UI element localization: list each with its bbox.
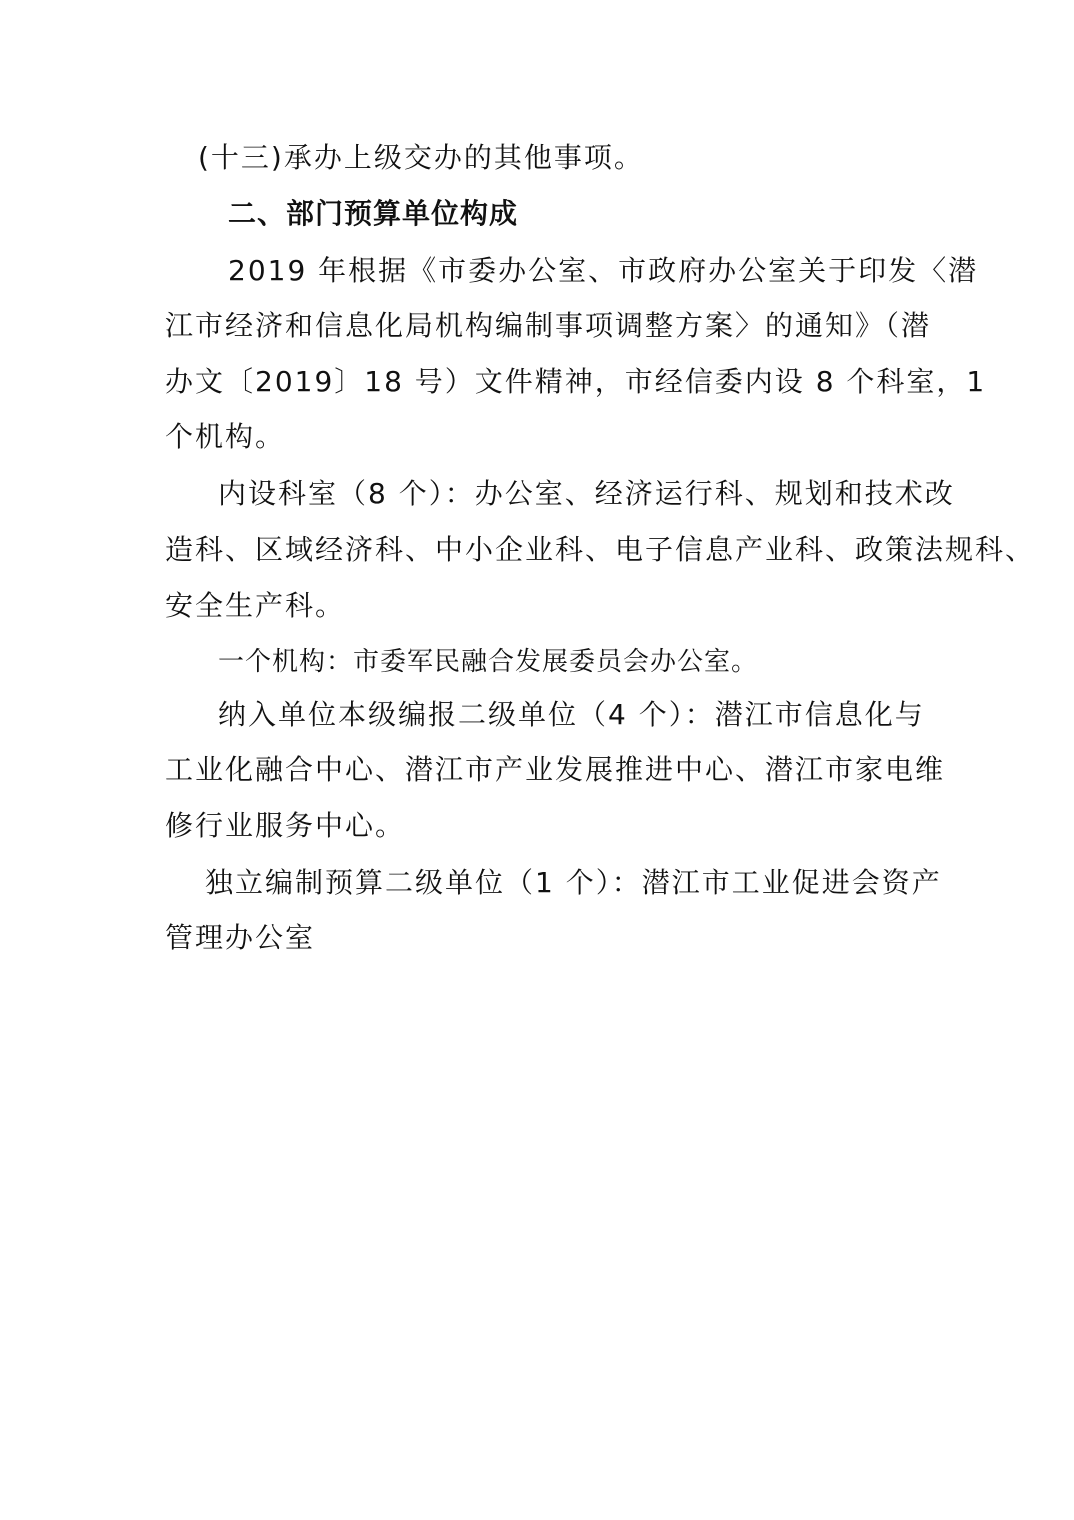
para-offices-line-3: 安全生产科。 — [165, 589, 346, 622]
para-offices-line-2: 造科、区域经济科、中小企业科、电子信息产业科、政策法规科、 — [165, 533, 1036, 566]
para-offices-line-1: 内设科室（8 个）：办公室、经济运行科、规划和技术改 — [218, 477, 955, 510]
para-units-line-1: 纳入单位本级编报二级单位（4 个）：潜江市信息化与 — [218, 698, 925, 731]
para-independent-line-2: 管理办公室 — [165, 921, 316, 954]
para-basis-line-2: 江市经济和信息化局机构编制事项调整方案〉的通知》（潜 — [165, 309, 932, 342]
item-13-text: (十三)承办上级交办的其他事项。 — [198, 141, 644, 174]
section-heading: 二、部门预算单位构成 — [228, 197, 519, 230]
para-agency-text: 一个机构：市委军民融合发展委员会办公室。 — [218, 647, 759, 677]
para-independent-line-1: 独立编制预算二级单位（1 个）：潜江市工业促进会资产 — [205, 866, 942, 899]
para-basis-line-3: 办文〔2019〕18 号）文件精神，市经信委内设 8 个科室，1 — [165, 365, 987, 398]
para-basis-line-4: 个机构。 — [165, 420, 286, 453]
para-units-line-3: 修行业服务中心。 — [165, 809, 406, 842]
para-basis-line-1: 2019 年根据《市委办公室、市政府办公室关于印发〈潜 — [228, 254, 979, 287]
para-units-line-2: 工业化融合中心、潜江市产业发展推进中心、潜江市家电维 — [165, 753, 946, 786]
